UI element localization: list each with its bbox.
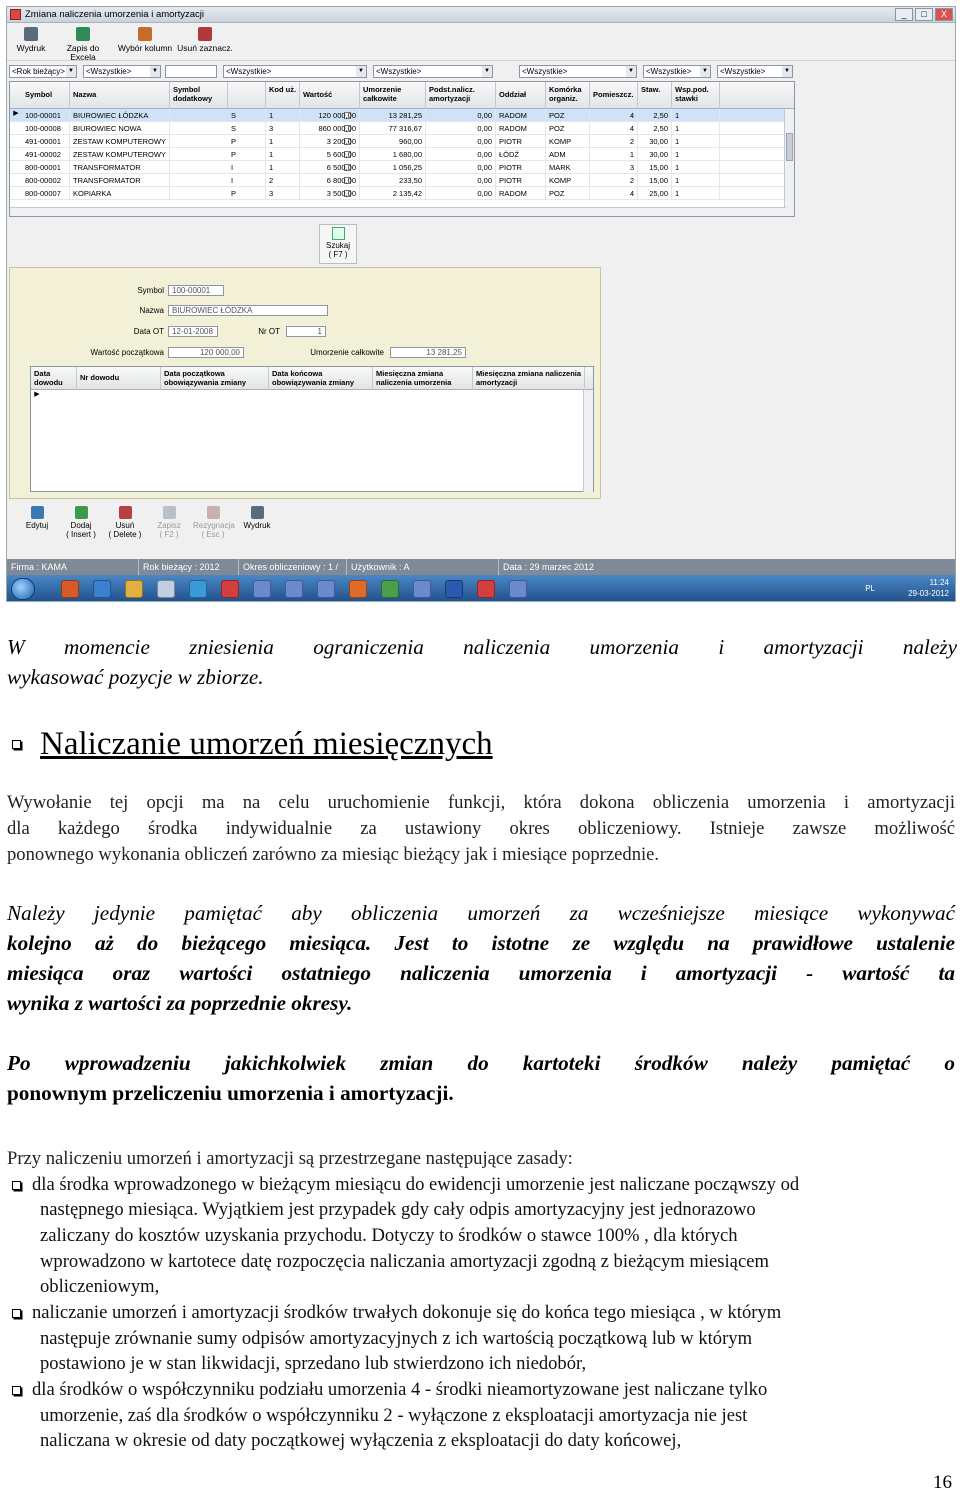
year-filter[interactable]: <Rok bieżący> ▼ [9, 65, 77, 78]
col-monthly-amort[interactable]: Miesięczna zmiana naliczenia amortyzacji [473, 367, 585, 390]
rule-3-line-1: dla środków o współczynniku podziału umorzenia 4 - środki nieamortyzowane jest naliczane tylko [32, 1379, 768, 1400]
rules-intro: Przy naliczeniu umorzeń i amortyzacji są przestrzegane następujące zasady: [7, 1148, 573, 1169]
name-label: Nazwa [139, 306, 164, 315]
grid-cell: 4 [590, 187, 638, 200]
nr-ot-label: Nr OT [258, 327, 280, 336]
table-row[interactable] [10, 135, 794, 148]
grid-cell: MARK [546, 161, 590, 174]
grid-cell: 0,00 [426, 148, 496, 161]
chevron-down-icon: ▼ [150, 66, 160, 77]
grid-col-9[interactable]: Oddział [496, 82, 546, 109]
rule-2-line-1: naliczanie umorzeń i amortyzacji środków trwałych dokonuje się do końca tego miesiąca , w którym [32, 1302, 782, 1323]
grid-cell: P [228, 187, 266, 200]
window-title: Zmiana naliczenia umorzenia i amortyzacji [25, 9, 204, 20]
grid-cell: 6 500,00 [300, 161, 360, 174]
grid-cell: 0,00 [426, 161, 496, 174]
bottom-button-5[interactable]: Rezygnacja ( Esc ) [193, 504, 233, 540]
grid-cell: 3 500,00 [300, 187, 360, 200]
grid-cell: 15,00 [638, 161, 672, 174]
changes-grid-header [31, 367, 593, 390]
symbol-field[interactable]: 100-00001 [168, 285, 224, 296]
grid-cell: P [228, 135, 266, 148]
grid-cell: 1 [672, 174, 720, 187]
grid-cell: 4 [590, 122, 638, 135]
taskbar-app-icon[interactable] [509, 580, 527, 598]
grid-cell: POZ [546, 187, 590, 200]
grid-cell: KOPIARKA [70, 187, 170, 200]
taskbar-app-icon[interactable] [381, 580, 399, 598]
grid-col-6[interactable]: Wartość [300, 82, 360, 109]
chevron-down-icon: ▼ [66, 66, 76, 77]
grid-cell: 0,00 [426, 135, 496, 148]
language-indicator[interactable]: PL [865, 584, 875, 593]
grid-cell: 1 [672, 161, 720, 174]
grid-cell: 2 [590, 135, 638, 148]
taskbar-app-icon[interactable] [445, 580, 463, 598]
initial-value-field[interactable]: 120 000,00 [168, 347, 244, 358]
grid-cell: 1 056,25 [360, 161, 426, 174]
grid-cell: 1 [672, 148, 720, 161]
rule-1-line-4: wprowadzono w kartotece datę rozpoczęcia naliczania amortyzacji zgodną z bieżącym miesiącem [40, 1251, 769, 1272]
delete-selection-button[interactable]: Usuń zaznacz. [175, 27, 235, 53]
grid-cell: 1 [266, 161, 300, 174]
grid-cell: S [228, 122, 266, 135]
grid-cell: ADM [546, 148, 590, 161]
grid-cell: POZ [546, 109, 590, 122]
status-year: Rok bieżący : 2012 [139, 559, 239, 575]
close-button[interactable]: X [935, 8, 953, 21]
grid-cell: P [228, 148, 266, 161]
bullet-square-icon [12, 1181, 21, 1190]
bullet-square-icon [12, 1386, 21, 1395]
bullet-square-icon [12, 1309, 21, 1318]
bullet-square-icon [12, 740, 21, 749]
taskbar-app-icon[interactable] [93, 580, 111, 598]
minimize-button[interactable]: _ [895, 8, 913, 21]
status-company: Firma : KAMA [7, 559, 139, 575]
value-filter[interactable]: <Wszystkie> ▼ [373, 65, 493, 78]
table-row[interactable] [10, 109, 794, 122]
grid-col-7[interactable]: Umorzenie całkowite [360, 82, 426, 109]
search-icon [332, 227, 345, 240]
p1-line-2: dla każdego środka indywidualnie za ustawiony okres obliczeniowy. Istnieje zawsze możliwość [7, 818, 955, 839]
table-row[interactable] [10, 187, 794, 200]
grid-cell: 1 680,00 [360, 148, 426, 161]
grid-cell: 2 135,42 [360, 187, 426, 200]
col-end-date[interactable]: Data końcowa obowiązywania zmiany [269, 367, 373, 390]
grid-cell: 3 [266, 187, 300, 200]
grid-cell: ŁÓDŹ [496, 148, 546, 161]
columns-icon [138, 27, 152, 41]
grid-cell: 1 [672, 122, 720, 135]
date-ot-label: Data OT [133, 327, 164, 336]
rule-1-line-2: następnego miesiąca. Wyjątkiem jest przypadek gdy cały odpis amortyzacyjny jest jednorazowo [40, 1199, 756, 1220]
p2-line-3: miesiąca oraz wartości ostatniego naliczenia umorzenia i amortyzacji - wartość ta [7, 961, 955, 985]
grid-cell: 491-00002 [22, 148, 70, 161]
grid-vertical-scrollbar[interactable] [784, 109, 794, 217]
grid-cell: RADOM [496, 187, 546, 200]
windows-taskbar [7, 575, 955, 602]
grid-cell: 860 000,00 [300, 122, 360, 135]
depreciation-field[interactable]: 13 281,25 [390, 347, 466, 358]
rate-filter[interactable]: <Wszystkie> ▼ [717, 65, 793, 78]
grid-col-3[interactable]: Symbol dodatkowy [170, 82, 228, 109]
status-date: Data : 29 marzec 2012 [499, 559, 956, 575]
symbol-label: Symbol [137, 286, 164, 295]
intro-line-2: wykasować pozycje w zbiorze. [7, 665, 264, 689]
clock-time: 11:24 [929, 578, 949, 587]
scroll-thumb[interactable] [786, 133, 793, 161]
col-nr-doc[interactable]: Nr dowodu [77, 367, 161, 390]
grid-cell: 13 281,25 [360, 109, 426, 122]
grid-cell: 100-00001 [22, 109, 70, 122]
status-bar [7, 559, 955, 575]
taskbar-app-icon[interactable] [317, 580, 335, 598]
grid-cell: 800-00001 [22, 161, 70, 174]
row-indicator-icon: ▶ [13, 110, 19, 117]
bottom-button-2[interactable]: Dodaj ( Insert ) [61, 504, 101, 540]
rule-2-line-3: postawiono je w stan likwidacji, sprzedano lub stwierdzono ich niedobór, [40, 1353, 587, 1374]
chevron-down-icon: ▼ [782, 66, 792, 77]
grid-cell: 0,00 [426, 187, 496, 200]
grid-cell: 4 [590, 109, 638, 122]
grid-cell: 1 [672, 109, 720, 122]
export-excel-button[interactable]: Zapis do Excela [53, 27, 113, 62]
grid-cell: BIUROWIEC NOWA [70, 122, 170, 135]
code-filter[interactable]: <Wszystkie> ▼ [223, 65, 367, 78]
rule-1-line-1: dla środka wprowadzonego w bieżącym miesiącu do ewidencji umorzenie jest naliczane począwszy od [32, 1174, 800, 1195]
taskbar-app-icon[interactable] [253, 580, 271, 598]
maximize-button[interactable]: □ [915, 8, 933, 21]
date-ot-field[interactable]: 12-01-2008 [168, 326, 218, 337]
p3-line-1: Po wprowadzeniu jakichkolwiek zmian do kartoteki środków należy pamiętać o [7, 1051, 955, 1075]
print-button[interactable]: Wydruk [13, 27, 49, 53]
search-button[interactable]: Szukaj ( F7 ) [319, 224, 357, 264]
nr-ot-field[interactable]: 1 [286, 326, 326, 337]
grid-header [10, 82, 794, 109]
depreciation-label: Umorzenie całkowite [310, 348, 384, 357]
filter-row [7, 62, 955, 80]
grid-col-5[interactable]: Kod uż. [266, 82, 300, 109]
button-icon [251, 506, 264, 519]
p1-line-1: Wywołanie tej opcji ma na celu uruchomienie funkcji, która dokona obliczenia umorzenia i amortyzacji [7, 792, 955, 813]
room-filter[interactable]: <Wszystkie> ▼ [643, 65, 711, 78]
grid-cell: 1 [590, 148, 638, 161]
taskbar-app-icon[interactable] [61, 580, 79, 598]
grid-cell: KOMP [546, 174, 590, 187]
grid-cell: 2 [266, 174, 300, 187]
excel-icon [76, 27, 90, 41]
grid-cell: 1 [672, 135, 720, 148]
grid-cell: ZESTAW KOMPUTEROWY [70, 135, 170, 148]
choose-columns-button[interactable]: Wybór kolumn [115, 27, 175, 53]
grid-cell: 5 600,00 [300, 148, 360, 161]
grid-cell: 0,00 [426, 174, 496, 187]
symbol-extra-filter[interactable] [165, 65, 217, 78]
chevron-down-icon: ▼ [356, 66, 366, 77]
assets-grid [9, 81, 795, 217]
grid-cell: 77 316,67 [360, 122, 426, 135]
name-filter[interactable]: <Wszystkie> ▼ [83, 65, 161, 78]
section-heading: Naliczanie umorzeń miesięcznych [40, 726, 493, 762]
grid-cell: 6 800,00 [300, 174, 360, 187]
bottom-button-1[interactable]: Edytuj [17, 504, 57, 540]
grid-cell: 1 [266, 135, 300, 148]
table-row[interactable] [10, 174, 794, 187]
button-icon [75, 506, 88, 519]
grid-cell: RADOM [496, 122, 546, 135]
grid-cell: PIOTR [496, 161, 546, 174]
chevron-down-icon: ▼ [626, 66, 636, 77]
button-icon [207, 506, 220, 519]
grid-cell: 3 [266, 122, 300, 135]
taskbar-app-icon[interactable] [221, 580, 239, 598]
grid-cell: 30,00 [638, 135, 672, 148]
taskbar-app-icon[interactable] [349, 580, 367, 598]
grid-cell: RADOM [496, 109, 546, 122]
page-number: 16 [933, 1472, 952, 1493]
row-indicator-icon: ▶ [34, 391, 40, 398]
taskbar-app-icon[interactable] [189, 580, 207, 598]
bottom-button-6[interactable]: Wydruk [237, 504, 277, 540]
grid-cell: 25,00 [638, 187, 672, 200]
grid-cell: I [228, 161, 266, 174]
grid-col-13[interactable]: Wsp.pod. stawki [672, 82, 720, 109]
grid-cell: 1 [266, 148, 300, 161]
grid-col-8[interactable]: Podst.nalicz. amortyzacji [426, 82, 496, 109]
application-screenshot [6, 6, 956, 602]
p2-line-2: kolejno aż do bieżącego miesiąca. Jest to istotne ze względu na prawidłowe ustalenie [7, 931, 955, 955]
taskbar-app-icon[interactable] [413, 580, 431, 598]
grid-cell: 1 [266, 109, 300, 122]
chevron-down-icon: ▼ [482, 66, 492, 77]
grid-cell: 0,00 [426, 109, 496, 122]
grid-cell: I [228, 174, 266, 187]
p3-line-2: ponownym przeliczeniu umorzenia i amortyzacji. [7, 1081, 454, 1105]
col-date-doc[interactable]: Data dowodu [31, 367, 77, 390]
grid-cell: S [228, 109, 266, 122]
table-row[interactable] [10, 148, 794, 161]
grid-cell: 233,50 [360, 174, 426, 187]
grid-cell: 960,00 [360, 135, 426, 148]
printer-icon [24, 27, 38, 41]
grid-col-4[interactable] [228, 82, 266, 109]
grid-cell: 491-00001 [22, 135, 70, 148]
grid-col-1[interactable]: Symbol [22, 82, 70, 109]
initial-value-label: Wartość początkowa [90, 348, 164, 357]
grid-cell: PIOTR [496, 135, 546, 148]
detail-form [9, 267, 601, 499]
bottom-button-3[interactable]: Usuń ( Delete ) [105, 504, 145, 540]
start-button[interactable] [11, 578, 35, 600]
grid-cell: POZ [546, 122, 590, 135]
window-titlebar [7, 7, 955, 23]
rule-3-line-3: naliczana w okresie od daty początkowej wyłączenia z eksploatacji do daty końcowej, [40, 1430, 682, 1451]
clock[interactable] [908, 577, 949, 599]
grid-col-10[interactable]: Komórka organiz. [546, 82, 590, 109]
bottom-button-4[interactable]: Zapisz ( F2 ) [149, 504, 189, 540]
grid-col-12[interactable]: Staw. [638, 82, 672, 109]
grid-cell: PIOTR [496, 174, 546, 187]
intro-line-1: W momencie zniesienia ograniczenia naliczenia umorzenia i amortyzacji należy [7, 635, 957, 659]
clock-date: 29-03-2012 [908, 589, 949, 598]
grid-cell: 100-00008 [22, 122, 70, 135]
grid-cell: 2,50 [638, 109, 672, 122]
taskbar-app-icon[interactable] [285, 580, 303, 598]
table-row[interactable] [10, 161, 794, 174]
grid-cell: 1 [672, 187, 720, 200]
app-icon [10, 9, 21, 20]
rule-3-line-2: umorzenie, zaś dla środków o współczynniku 2 - wyłączone z eksploatacji amortyzacja nie jest [40, 1405, 748, 1426]
grid-cell: TRANSFORMATOR [70, 174, 170, 187]
grid-cell: ZESTAW KOMPUTEROWY [70, 148, 170, 161]
taskbar-app-icon[interactable] [125, 580, 143, 598]
grid-cell: 3 200,00 [300, 135, 360, 148]
col-start-date[interactable]: Data początkowa obowiązywania zmiany [161, 367, 269, 390]
grid-col-11[interactable]: Pomieszcz. [590, 82, 638, 109]
name-field[interactable]: BIUROWIEC ŁÓDZKA [168, 305, 328, 316]
grid-cell: 800-00007 [22, 187, 70, 200]
chevron-down-icon: ▼ [700, 66, 710, 77]
p1-line-3: ponownego wykonania obliczeń zarówno za miesiąc bieżący jak i miesiące poprzednie. [7, 844, 660, 865]
grid-cell: 30,00 [638, 148, 672, 161]
rule-2-line-2: następuje zrównanie sumy odpisów amortyzacyjnych z ich wartością początkową lub w którym [40, 1328, 753, 1349]
button-icon [31, 506, 44, 519]
taskbar-app-icon[interactable] [157, 580, 175, 598]
grid-cell: TRANSFORMATOR [70, 161, 170, 174]
toolbar [7, 24, 955, 61]
taskbar-app-icon[interactable] [477, 580, 495, 598]
p2-line-4: wynika z wartości za poprzednie okresy. [7, 991, 353, 1015]
undo-icon [198, 27, 212, 41]
changes-grid-scrollbar[interactable] [583, 390, 593, 492]
grid-cell: 2,50 [638, 122, 672, 135]
status-user: Użytkownik : A [347, 559, 499, 575]
grid-cell: 3 [590, 161, 638, 174]
button-icon [119, 506, 132, 519]
grid-cell: 800-00002 [22, 174, 70, 187]
changes-grid [30, 366, 594, 492]
p2-line-1: Należy jedynie pamiętać aby obliczenia umorzeń za wcześniejsze miesiące wykonywać [7, 901, 955, 925]
grid-col-2[interactable]: Nazwa [70, 82, 170, 109]
table-row[interactable] [10, 122, 794, 135]
button-icon [163, 506, 176, 519]
col-monthly-depr[interactable]: Miesięczna zmiana naliczenia umorzenia [373, 367, 473, 390]
grid-cell: BIUROWIEC ŁÓDZKA [70, 109, 170, 122]
grid-cell: 2 [590, 174, 638, 187]
grid-horizontal-scrollbar[interactable] [10, 207, 786, 216]
grid-cell: KOMP [546, 135, 590, 148]
grid-cell: 120 000,00 [300, 109, 360, 122]
grid-cell: 0,00 [426, 122, 496, 135]
rule-1-line-3: zaliczany do kosztów uzyskania przychodu. Dotyczy to środków o stawce 100% , dla których [40, 1225, 738, 1246]
status-period: Okres obliczeniowy : 1 / [239, 559, 347, 575]
rule-1-line-5: obliczeniowym, [40, 1276, 160, 1297]
grid-cell: 15,00 [638, 174, 672, 187]
branch-filter[interactable]: <Wszystkie> ▼ [519, 65, 637, 78]
